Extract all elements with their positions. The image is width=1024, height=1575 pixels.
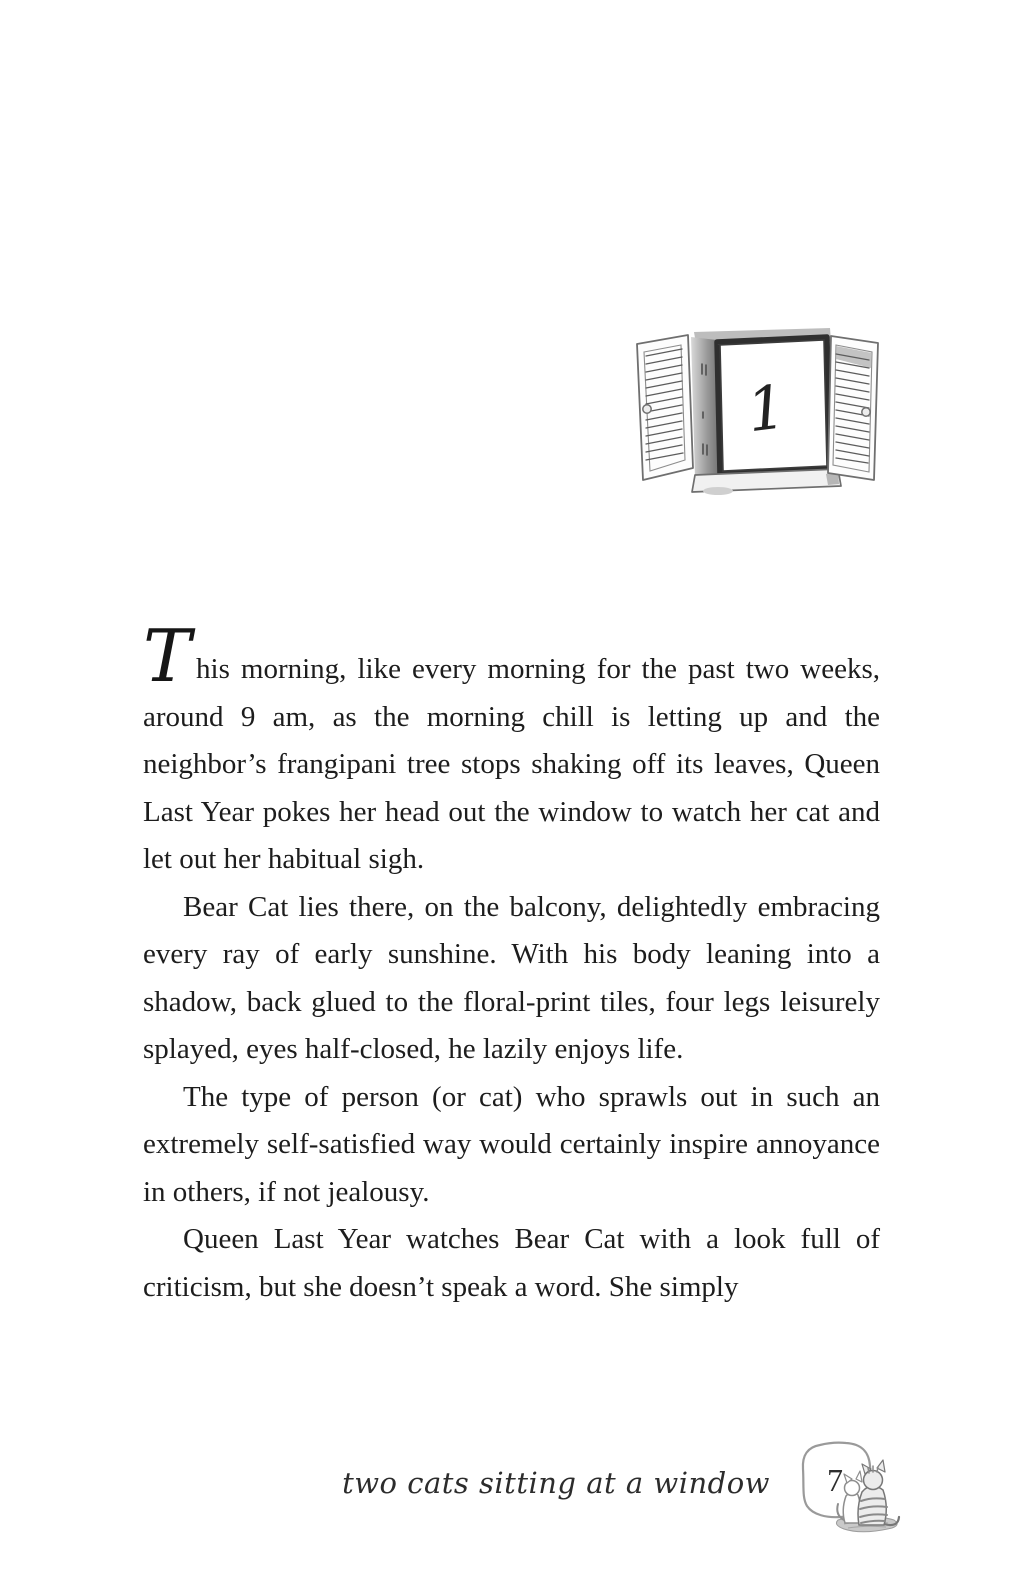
page-marker-svg [798,1440,906,1538]
paragraph-3: The type of person (or cat) who sprawls out in such an extremely self-satisfied way would certainly inspire annoyance in others, if not jealousy. [143,1080,880,1208]
window-illustration-svg [628,326,884,504]
left-shutter-knob [643,405,651,413]
page-number: 7 [827,1462,843,1498]
page-number-marker [798,1440,906,1538]
tabby-cat [858,1460,899,1525]
right-shutter [828,336,878,480]
right-shutter-knob [862,408,870,416]
paragraph-4: Queen Last Year watches Bear Cat with a look full of criticism, but she doesn’t speak a word. She simply [143,1223,880,1303]
paragraph-1 [143,614,880,884]
window-frame [717,337,830,474]
chapter-window-illustration [628,326,884,504]
page-footer [0,1424,1024,1544]
chapter-number: 1 [743,372,790,447]
body-text [143,614,880,1311]
paragraph-2: Bear Cat lies there, on the balcony, delightedly embracing every ray of early sunshine. With his body leaning into a shadow, back glued to the floral-print tiles, four legs leisurely splayed, eyes half-closed, he lazily enjoys life. [143,890,880,1065]
left-shutter [637,335,693,480]
paragraph-1-text: his morning, like every morning for the past two weeks, around 9 am, as the morning chill is letting up and the neighbor’s frangipani tree stops shaking off its leaves, Queen Last Year pokes her head out the window to watch her cat and let out her habitual sigh. [143,653,880,875]
drop-cap: T [143,614,197,698]
running-title: two cats sitting at a window [342,1466,770,1500]
